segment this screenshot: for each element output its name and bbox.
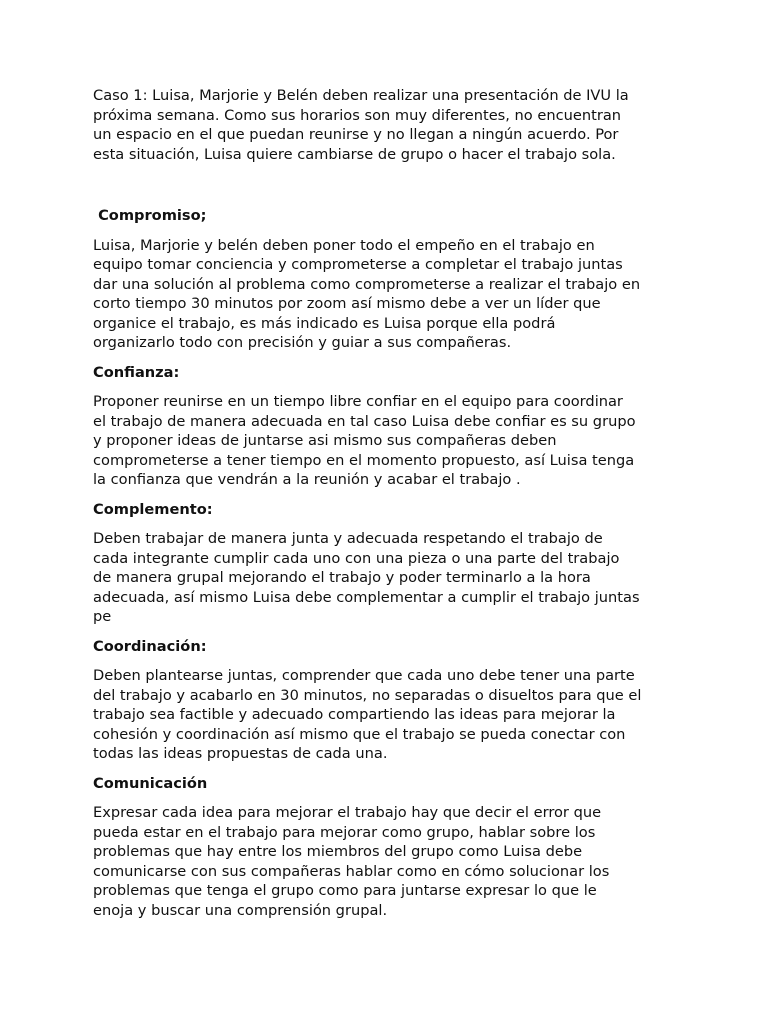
section-body-compromiso: Luisa, Marjorie y belén deben poner todo el empeño en el trabajo en equipo tomar conciencia y comprometerse a completar el trabajo juntas dar una solución al problema como comprometerse a realizar el trabajo en corto tiempo 30 minutos por zoom así mismo debe a ver un líder que organice el trabajo, es más indicado es Luisa porque ella podrá organizarlo todo con precisión y guiar a sus compañeras. bbox=[93, 236, 641, 351]
document-page bbox=[93, 86, 683, 930]
section-heading-confianza: Confianza: bbox=[93, 363, 180, 381]
section-heading-complemento: Complemento: bbox=[93, 500, 213, 518]
section-heading-compromiso: Compromiso; bbox=[93, 207, 207, 224]
section-body-complemento: Deben trabajar de manera junta y adecuada respetando el trabajo de cada integrante cumplir cada uno con una pieza o una parte del trabajo de manera grupal mejorando el trabajo y poder terminarlo a la hora adecuada, así mismo Luisa debe complementar a cumplir el trabajo juntas pe bbox=[93, 530, 640, 625]
section-confianza bbox=[93, 363, 683, 490]
section-body-coordinacion: Deben plantearse juntas, comprender que cada uno debe tener una parte del trabajo y acabarlo en 30 minutos, no separadas o disueltos para que el trabajo sea factible y adecuado compartiendo las ideas para mejorar la cohesión y coordinación así mismo que el trabajo se pueda conectar con todas las ideas propuestas de cada una. bbox=[93, 667, 642, 762]
section-coordinacion bbox=[93, 637, 683, 764]
case-intro-paragraph: Caso 1: Luisa, Marjorie y Belén deben realizar una presentación de IVU la próxima semana. Como sus horarios son muy diferentes, no encuentran un espacio en el que puedan reunirse y no llegan a ningún acuerdo. Por esta situación, Luisa quiere cambiarse de grupo o hacer el trabajo sola. bbox=[93, 87, 629, 163]
section-heading-comunicacion: Comunicación bbox=[93, 774, 208, 792]
section-body-confianza: Proponer reunirse en un tiempo libre confiar en el equipo para coordinar el trabajo de manera adecuada en tal caso Luisa debe confiar es su grupo y proponer ideas de juntarse asi mismo sus compañeras deben comprometerse a tener tiempo en el momento propuesto, así Luisa tenga la confianza que vendrán a la reunión y acabar el trabajo . bbox=[93, 393, 636, 488]
section-comunicacion bbox=[93, 774, 683, 921]
section-compromiso bbox=[93, 206, 683, 353]
section-body-comunicacion: Expresar cada idea para mejorar el trabajo hay que decir el error que pueda estar en el trabajo para mejorar como grupo, hablar sobre los problemas que hay entre los miembros del grupo como Luisa debe comunicarse con sus compañeras hablar como en cómo solucionar los problemas que tenga el grupo como para juntarse expresar lo que le enoja y buscar una comprensión grupal. bbox=[93, 804, 610, 919]
section-complemento bbox=[93, 500, 683, 627]
section-heading-coordinacion: Coordinación: bbox=[93, 637, 207, 655]
